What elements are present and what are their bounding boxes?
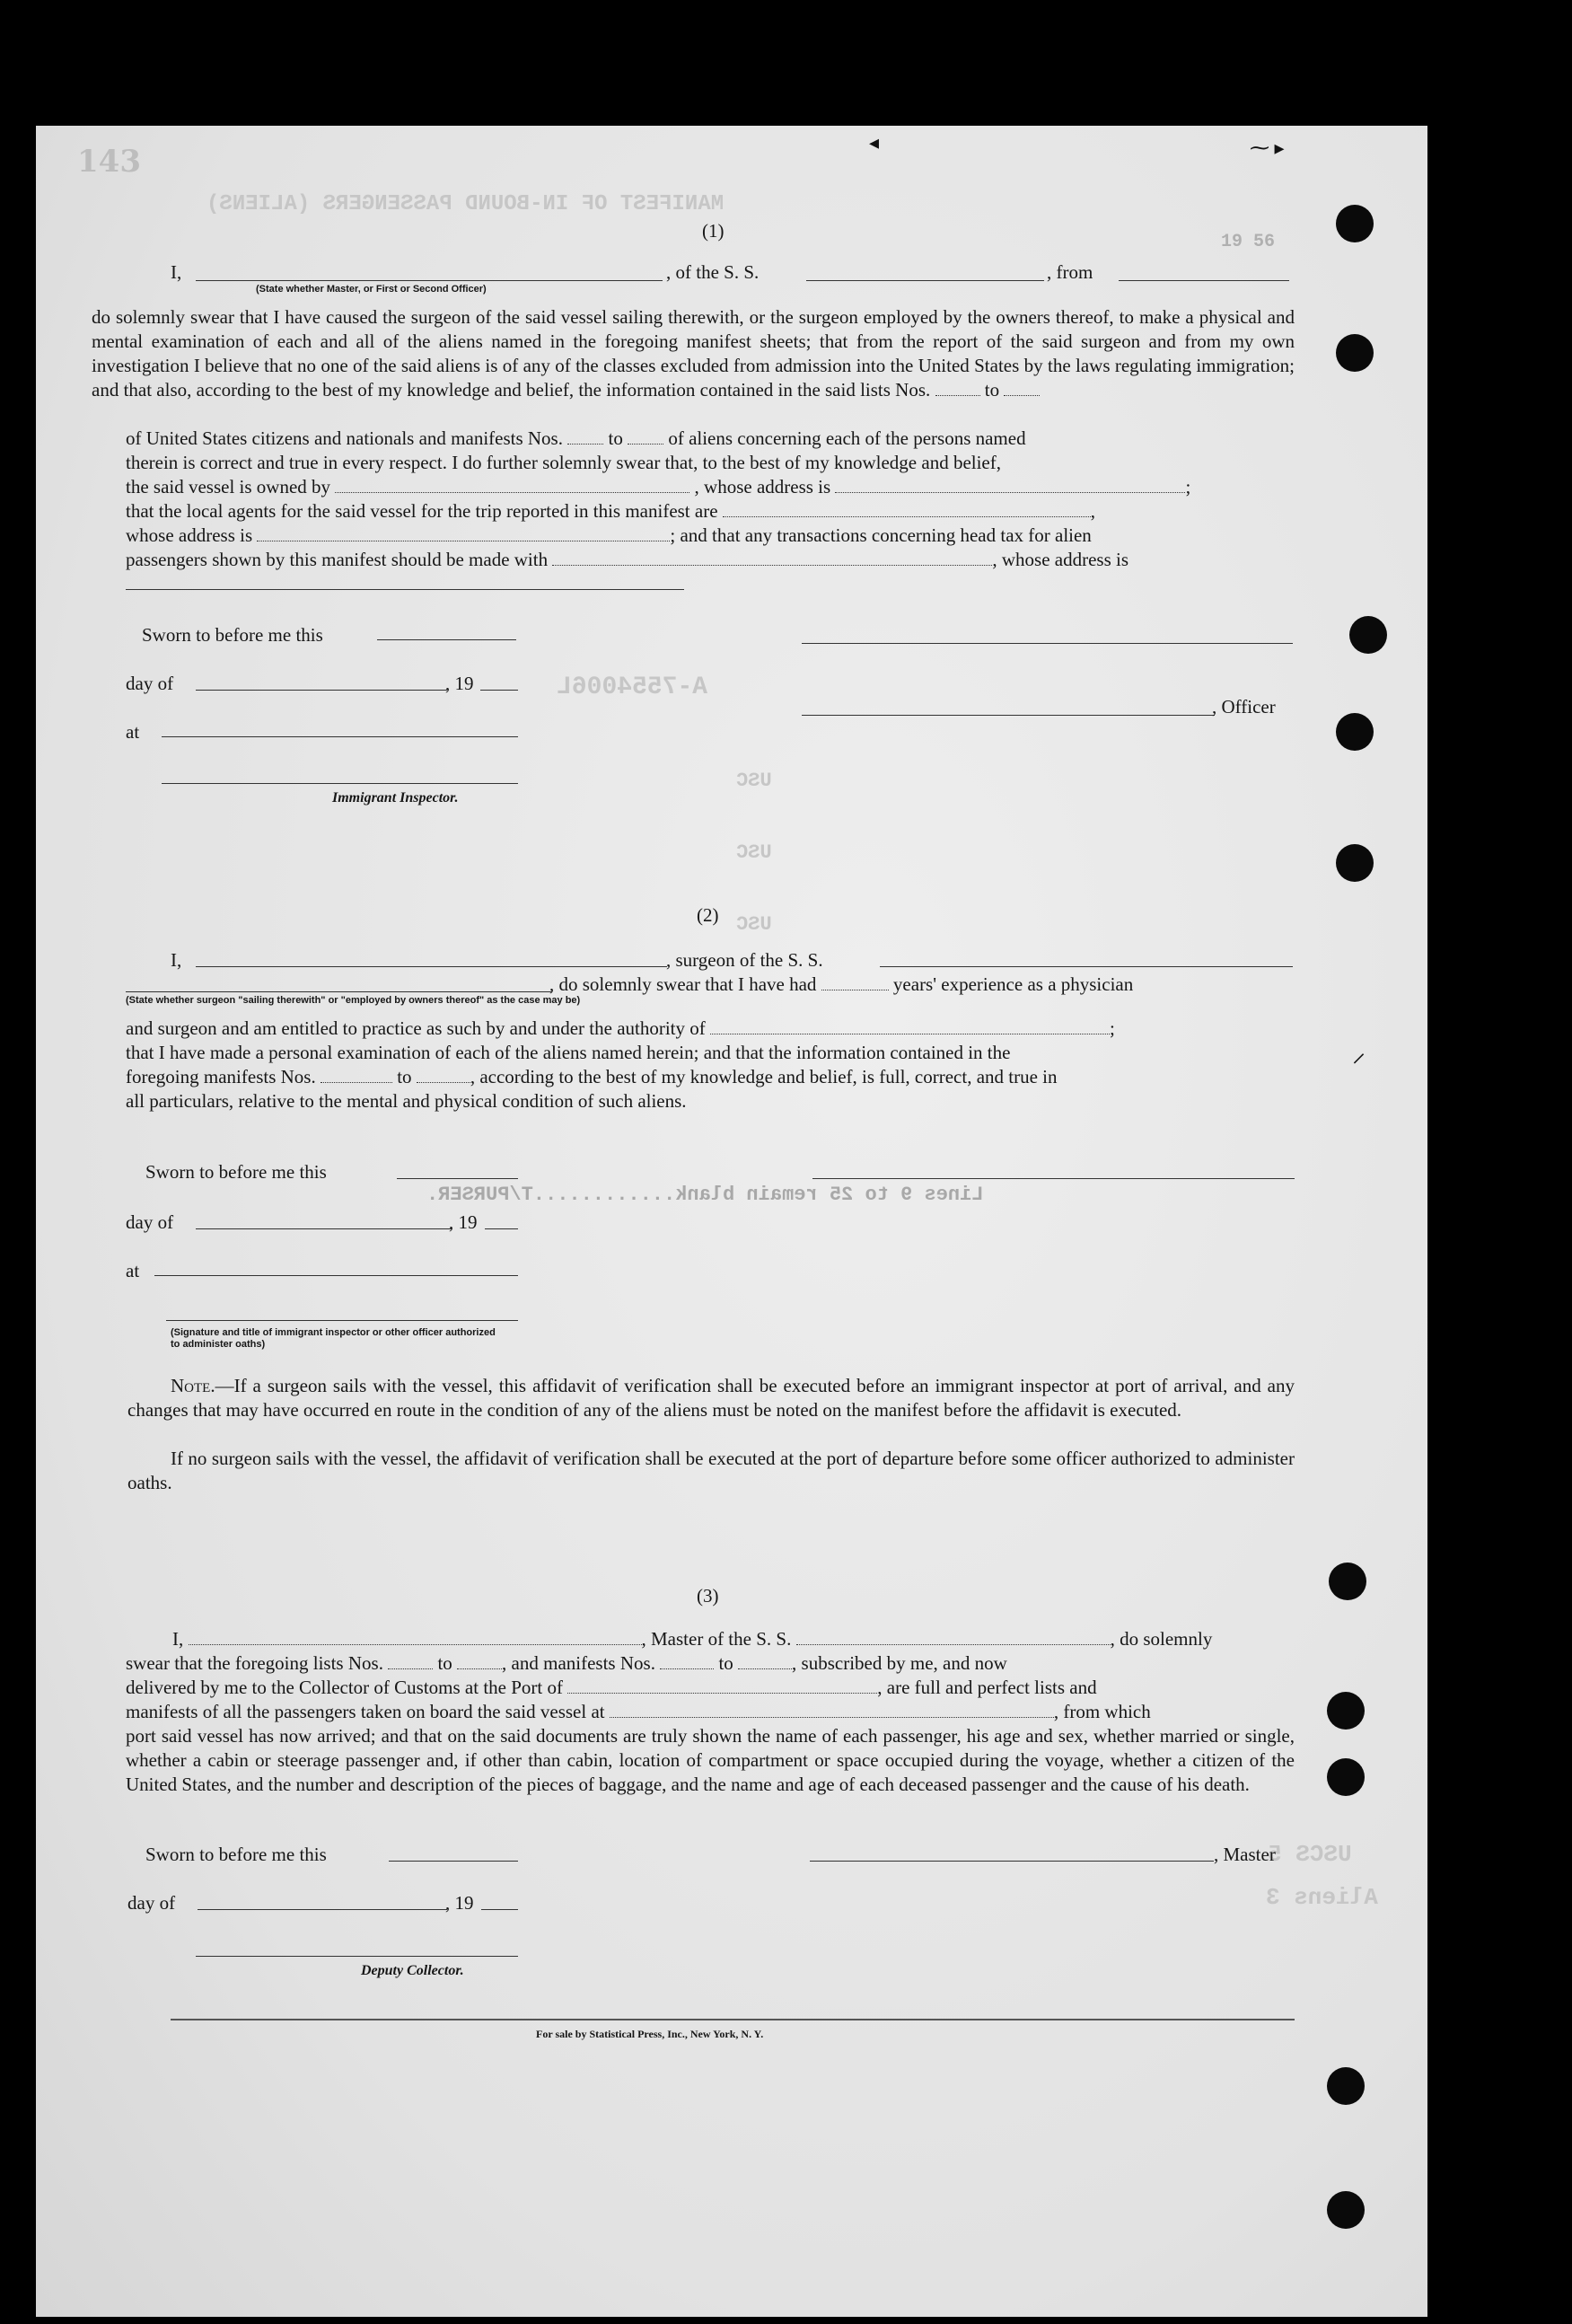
master-name-field[interactable]	[189, 1627, 642, 1645]
s1-from: , from	[1047, 261, 1093, 283]
footer-printer: For sale by Statistical Press, Inc., New York, N. Y.	[536, 2028, 764, 2040]
from-port-field[interactable]	[1119, 280, 1289, 281]
embark-port-field[interactable]	[610, 1700, 1054, 1718]
s2-day-field[interactable]	[196, 1228, 452, 1229]
s1-at-field[interactable]	[162, 736, 518, 737]
s2-sworn: Sworn to before me this	[145, 1161, 327, 1183]
s2-swear: , do solemnly swear that I have had years' experience as a physician	[549, 973, 1134, 995]
ink-mark: ⁓ ▸	[1250, 136, 1285, 159]
manifest-from-field[interactable]	[567, 427, 603, 445]
s3-master-label: , Master	[1214, 1844, 1276, 1865]
s3-nineteen: , 19	[445, 1892, 474, 1914]
surgeon-type-field[interactable]	[126, 991, 552, 992]
s1-of-ss: , of the S. S.	[666, 261, 760, 283]
citizen-list-to-field[interactable]	[1004, 378, 1040, 396]
s2-hint: (State whether surgeon "sailing therewith" or "employed by owners thereof" as the case may be)	[126, 995, 581, 1006]
s2-sworn-field[interactable]	[397, 1178, 518, 1179]
punch-hole	[1329, 1563, 1366, 1600]
s2-all-particulars: all particulars, relative to the mental and physical condition of such aliens.	[126, 1090, 687, 1112]
note-paragraph	[127, 1374, 1295, 1422]
bleed-year: 19 56	[1221, 232, 1276, 252]
s3-day-of: day of	[127, 1892, 176, 1914]
punch-hole	[1336, 713, 1374, 751]
s1-body: do solemnly swear that I have caused the surgeon of the said vessel sailing therewith, or the surgeon employed by the owners thereof, to make a physical and mental examination of each and all of the aliens named in the foregoing manifest sheets; that from the report of the said surgeon and from my own investigation I believe that no one of the said aliens is of any of the classes excluded from admission into the United States by the laws regulating immigration; and that also, according to the best of my knowledge and belief, the information contained in the said lists Nos. to	[92, 306, 1295, 401]
s3-line-4: manifests of all the passengers taken on board the said vessel at , from which	[126, 1701, 1151, 1722]
s1-local-agents: that the local agents for the said vessel for the trip reported in this manifest are ,	[126, 500, 1096, 522]
s2-foregoing: foregoing manifests Nos. to , according to the best of my knowledge and belief, is full, correct, and true in	[126, 1066, 1058, 1087]
s3-list-from-field[interactable]	[388, 1651, 433, 1669]
s2-i: I,	[171, 949, 182, 971]
s3-manifest-from-field[interactable]	[660, 1651, 714, 1669]
s1-passengers: passengers shown by this manifest should be made with , whose address is	[126, 549, 1129, 570]
years-field[interactable]	[821, 973, 889, 990]
s2-manifest-to-field[interactable]	[417, 1065, 470, 1083]
s2-year-field[interactable]	[485, 1228, 518, 1229]
inspector-signature-line[interactable]	[162, 783, 518, 784]
s2-ship-field[interactable]	[880, 966, 1293, 967]
s1-year-field[interactable]	[480, 690, 518, 691]
s2-day-of: day of	[126, 1211, 174, 1233]
s1-sworn-field[interactable]	[377, 639, 516, 640]
bleed-aliens: Aliens 3	[1266, 1884, 1378, 1911]
section-3-number: (3)	[697, 1585, 719, 1607]
s3-sworn-field[interactable]	[389, 1861, 518, 1862]
section-2-number: (2)	[697, 904, 719, 926]
section-1-number: (1)	[702, 220, 725, 242]
s2-nineteen: , 19	[449, 1211, 478, 1233]
punch-hole	[1327, 2067, 1365, 2105]
s2-at-field[interactable]	[154, 1275, 518, 1276]
s1-upper-signature-line[interactable]	[802, 643, 1293, 644]
s2-surgeon-of: , surgeon of the S. S.	[666, 949, 823, 971]
s1-therein: therein is correct and true in every respect. I do further solemnly swear that, to the best of my knowledge and belief,	[126, 452, 1001, 473]
head-tax-address-field[interactable]	[126, 589, 684, 590]
s2-at: at	[126, 1260, 140, 1281]
s3-line-1: I, , Master of the S. S. , do solemnly	[172, 1628, 1213, 1650]
footer-rule	[171, 2019, 1295, 2020]
ink-mark: ⸝	[1352, 1038, 1366, 1068]
citizen-list-from-field[interactable]	[935, 378, 980, 396]
s2-signature-hint: (Signature and title of immigrant inspector or other officer authorized to administer oaths)	[171, 1327, 496, 1350]
surgeon-signature-line[interactable]	[812, 1178, 1295, 1179]
authority-field[interactable]	[710, 1017, 1110, 1034]
note-label: Note.	[171, 1375, 215, 1396]
s1-whose-address: whose address is ; and that any transactions concerning head tax for alien	[126, 524, 1092, 546]
surgeon-name-field[interactable]	[196, 966, 667, 967]
note-paragraph-2	[127, 1447, 1295, 1495]
punch-hole	[1327, 1758, 1365, 1796]
s1-nineteen: , 19	[445, 673, 474, 694]
agents-address-field[interactable]	[257, 524, 670, 541]
punch-hole	[1336, 844, 1374, 882]
note-text-2: If no surgeon sails with the vessel, the affidavit of verification shall be executed at the port of departure before some officer authorized to administer oaths.	[127, 1448, 1295, 1493]
s2-exam: that I have made a personal examination of each of the aliens named herein; and that the information contained in the	[126, 1042, 1011, 1063]
owner-field[interactable]	[335, 475, 689, 493]
s3-body: port said vessel has now arrived; and that on the said documents are truly shown the name of each passenger, his age and sex, whether married or single, whether a cabin or steerage passenger and, if other than cabin, location of compartment or space occupied during the voyage, whether a citizen of the United States, and the number and description of the pieces of baggage, and the name and age of each deceased passenger and the cause of his death.	[126, 1725, 1295, 1795]
bleed-handwritten: 143	[77, 144, 141, 180]
s3-ship-field[interactable]	[796, 1627, 1111, 1645]
collector-signature-line[interactable]	[196, 1956, 518, 1957]
port-field[interactable]	[567, 1676, 877, 1694]
s1-owned-by: the said vessel is owned by , whose address is ;	[126, 476, 1191, 497]
punch-hole	[1336, 205, 1374, 242]
s3-collector-label: Deputy Collector.	[361, 1963, 464, 1978]
s3-list-to-field[interactable]	[457, 1651, 502, 1669]
officer-name-field[interactable]	[196, 280, 663, 281]
manifest-to-field[interactable]	[628, 427, 663, 445]
officer-signature-line[interactable]	[802, 715, 1215, 716]
owner-address-field[interactable]	[835, 475, 1185, 493]
s3-year-field[interactable]	[481, 1909, 518, 1910]
s3-day-field[interactable]	[198, 1909, 447, 1910]
bleed-header: MANIFEST OF IN-BOUND PASSENGERS (ALIENS)	[206, 192, 725, 216]
s1-of-us: of United States citizens and nationals and manifests Nos. to of aliens concerning each of the persons named	[126, 427, 1026, 449]
punch-hole	[1327, 2191, 1365, 2229]
bleed-lines-note: Lines 9 to 25 remain blank............T/PURSER.	[426, 1184, 984, 1206]
ship-name-field[interactable]	[806, 280, 1044, 281]
master-signature-line[interactable]	[810, 1861, 1214, 1862]
note-text-1: —If a surgeon sails with the vessel, this affidavit of verification shall be executed before an immigrant inspector at port of arrival, and any changes that may have occurred en route in the condition of any of the aliens must be noted on the manifest before the affidavit is executed.	[127, 1375, 1295, 1421]
head-tax-field[interactable]	[552, 548, 992, 566]
bleed-usc: USCS 5	[1268, 1841, 1352, 1868]
s1-sworn: Sworn to before me this	[142, 624, 323, 646]
s1-i: I,	[171, 261, 182, 283]
s2-authority: and surgeon and am entitled to practice as such by and under the authority of ;	[126, 1017, 1115, 1039]
s3-line-2: swear that the foregoing lists Nos. to , and manifests Nos. to , subscribed by me, and now	[126, 1652, 1007, 1674]
s1-day-of: day of	[126, 673, 174, 694]
s2-manifest-from-field[interactable]	[321, 1065, 392, 1083]
s2-inspector-signature-line[interactable]	[166, 1320, 518, 1321]
punch-hole	[1349, 616, 1387, 654]
s1-inspector-label: Immigrant Inspector.	[332, 790, 459, 805]
s3-line-3: delivered by me to the Collector of Customs at the Port of , are full and perfect lists and	[126, 1677, 1097, 1698]
officer-hint: (State whether Master, or First or Second Officer)	[256, 284, 487, 295]
bleed-usc-row: USC USC USC	[736, 770, 772, 936]
s3-manifest-to-field[interactable]	[738, 1651, 792, 1669]
bleed-stamp-number: A-7554006L	[557, 673, 708, 701]
local-agents-field[interactable]	[723, 499, 1091, 517]
punch-hole	[1327, 1692, 1365, 1730]
s1-officer-label: , Officer	[1212, 696, 1276, 717]
punch-hole	[1336, 334, 1374, 372]
s1-at: at	[126, 721, 140, 743]
ink-mark: ◂	[869, 131, 880, 154]
s3-sworn: Sworn to before me this	[145, 1844, 327, 1865]
s1-day-field[interactable]	[196, 690, 447, 691]
